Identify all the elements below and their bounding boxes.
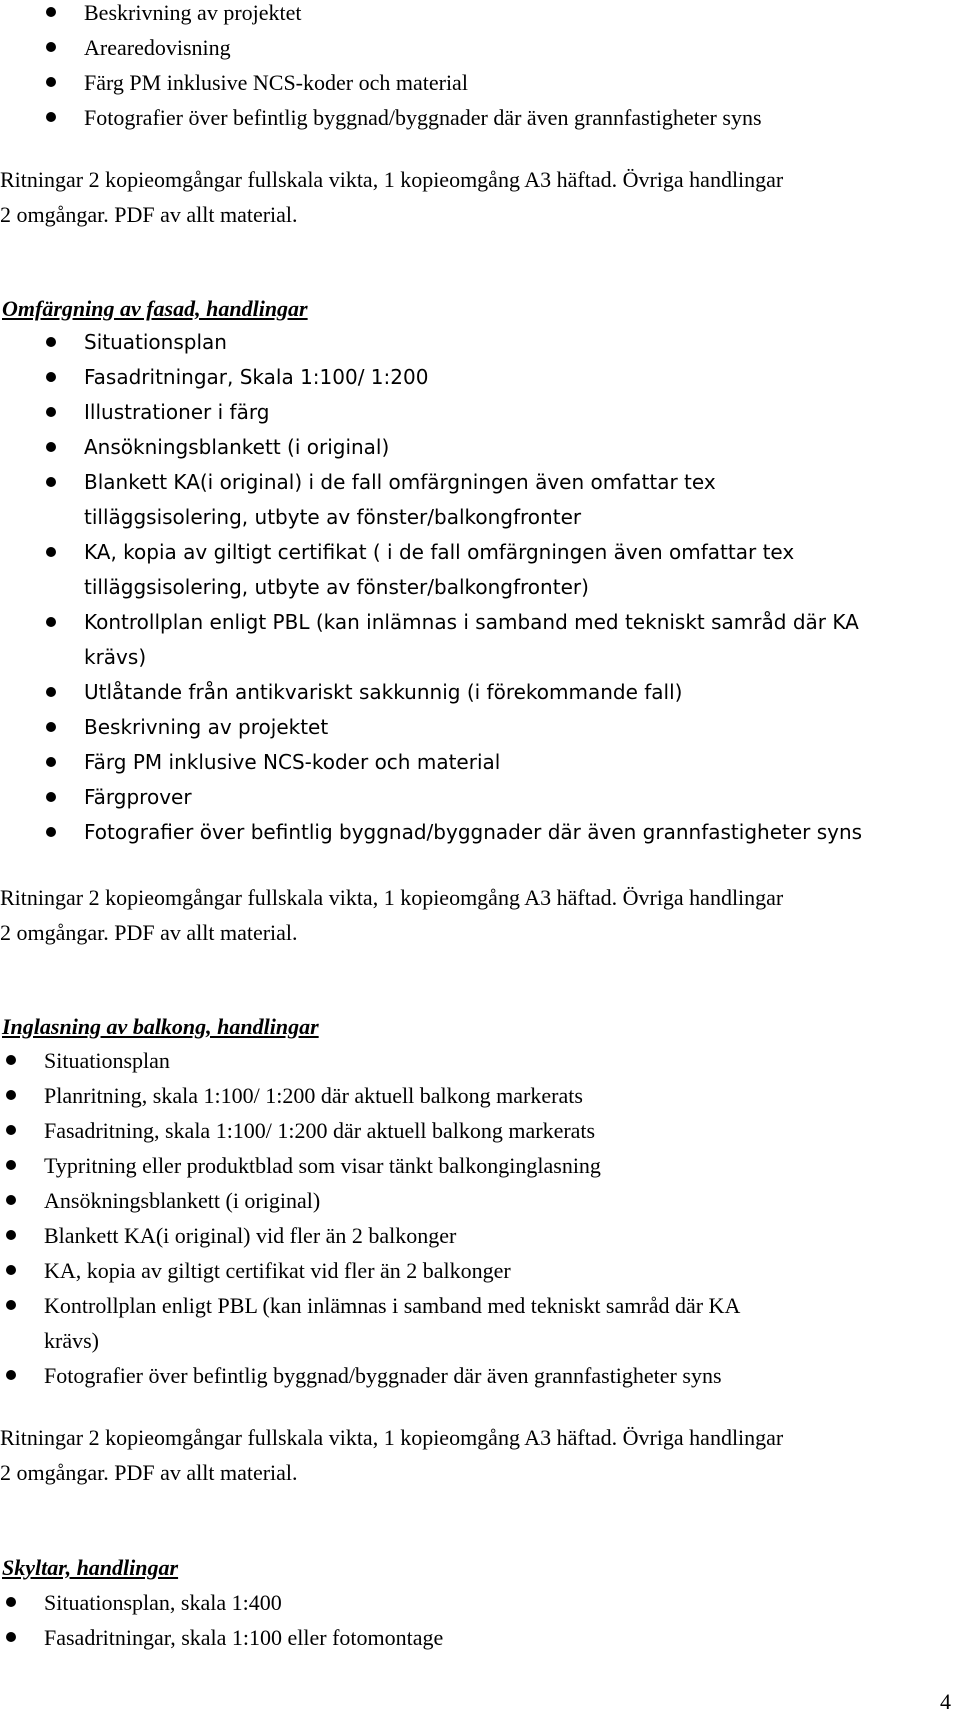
list-item: Fasadritning, skala 1:100/ 1:200 där aktuell balkong markerats — [44, 1113, 595, 1148]
list-item: Kontrollplan enligt PBL (kan inlämnas i samband med tekniskt samråd där KA — [84, 605, 859, 640]
list-item: KA, kopia av giltigt certifikat vid fler än 2 balkonger — [44, 1253, 511, 1288]
list-item: Kontrollplan enligt PBL (kan inlämnas i samband med tekniskt samråd där KA — [44, 1288, 740, 1323]
page-number: 4 — [940, 1689, 951, 1714]
list-item: Ansökningsblankett (i original) — [84, 430, 389, 465]
list-item: Färg PM inklusive NCS-koder och material — [84, 65, 468, 100]
delivery-note: 2 omgångar. PDF av allt material. — [0, 202, 298, 227]
list-item: Blankett KA(i original) i de fall omfärgningen även omfattar tex — [84, 465, 716, 500]
list-item: Beskrivning av projektet — [84, 0, 302, 30]
bullet-icon — [6, 1090, 16, 1100]
delivery-note: Ritningar 2 kopieomgångar fullskala vikta, 1 kopieomgång A3 häftad. Övriga handlingar — [0, 1425, 784, 1450]
bullet-icon — [46, 77, 56, 87]
list-item: Beskrivning av projektet — [84, 710, 328, 745]
list-item: Arearedovisning — [84, 30, 231, 65]
bullet-icon — [46, 42, 56, 52]
delivery-note: 2 omgångar. PDF av allt material. — [0, 920, 298, 945]
bullet-icon — [46, 112, 56, 122]
bullet-icon — [46, 7, 56, 17]
bullet-icon — [46, 722, 56, 732]
section-heading: Omfärgning av fasad, handlingar — [2, 296, 308, 321]
list-item: Fotografier över befintlig byggnad/byggnader där även grannfastigheter syns — [44, 1358, 722, 1393]
bullet-icon — [6, 1195, 16, 1205]
delivery-note: Ritningar 2 kopieomgångar fullskala vikta, 1 kopieomgång A3 häftad. Övriga handlingar — [0, 885, 784, 910]
list-item: Utlåtande från antikvariskt sakkunnig (i förekommande fall) — [84, 675, 682, 710]
list-item: Färgprover — [84, 780, 192, 815]
list-item-continuation: tilläggsisolering, utbyte av fönster/balkongfronter — [84, 505, 582, 529]
list-item: Situationsplan — [44, 1043, 170, 1078]
list-item-continuation: krävs) — [44, 1328, 99, 1353]
bullet-icon — [46, 442, 56, 452]
bullet-icon — [46, 337, 56, 347]
bullet-icon — [46, 547, 56, 557]
bullet-icon — [6, 1632, 16, 1642]
bullet-icon — [46, 407, 56, 417]
list-item: Ansökningsblankett (i original) — [44, 1183, 320, 1218]
list-item: Typritning eller produktblad som visar tänkt balkonginglasning — [44, 1148, 601, 1183]
bullet-icon — [46, 687, 56, 697]
list-item: Illustrationer i färg — [84, 395, 269, 430]
bullet-icon — [46, 827, 56, 837]
list-item: Fasadritningar, skala 1:100 eller fotomontage — [44, 1620, 443, 1655]
bullet-icon — [6, 1265, 16, 1275]
list-item: Planritning, skala 1:100/ 1:200 där aktuell balkong markerats — [44, 1078, 583, 1113]
delivery-note: Ritningar 2 kopieomgångar fullskala vikta, 1 kopieomgång A3 häftad. Övriga handlingar — [0, 167, 784, 192]
list-item: Fotografier över befintlig byggnad/byggnader där även grannfastigheter syns — [84, 815, 862, 850]
bullet-icon — [6, 1160, 16, 1170]
bullet-icon — [46, 757, 56, 767]
bullet-icon — [6, 1055, 16, 1065]
bullet-icon — [46, 617, 56, 627]
list-item: Fotografier över befintlig byggnad/byggnader där även grannfastigheter syns — [84, 100, 762, 135]
delivery-note: 2 omgångar. PDF av allt material. — [0, 1460, 298, 1485]
list-item: KA, kopia av giltigt certifikat ( i de fall omfärgningen även omfattar tex — [84, 535, 794, 570]
list-item-continuation: krävs) — [84, 645, 147, 669]
list-item: Blankett KA(i original) vid fler än 2 balkonger — [44, 1218, 456, 1253]
bullet-icon — [6, 1597, 16, 1607]
bullet-icon — [6, 1125, 16, 1135]
section-heading: Inglasning av balkong, handlingar — [2, 1014, 319, 1039]
list-item: Situationsplan — [84, 325, 227, 360]
section-heading: Skyltar, handlingar — [2, 1555, 179, 1580]
list-item: Situationsplan, skala 1:400 — [44, 1585, 282, 1620]
list-item: Fasadritningar, Skala 1:100/ 1:200 — [84, 360, 428, 395]
bullet-icon — [46, 792, 56, 802]
list-item-continuation: tilläggsisolering, utbyte av fönster/balkongfronter) — [84, 575, 589, 599]
list-item: Färg PM inklusive NCS-koder och material — [84, 745, 500, 780]
bullet-icon — [6, 1300, 16, 1310]
bullet-icon — [46, 477, 56, 487]
bullet-icon — [6, 1370, 16, 1380]
bullet-icon — [46, 372, 56, 382]
bullet-icon — [6, 1230, 16, 1240]
